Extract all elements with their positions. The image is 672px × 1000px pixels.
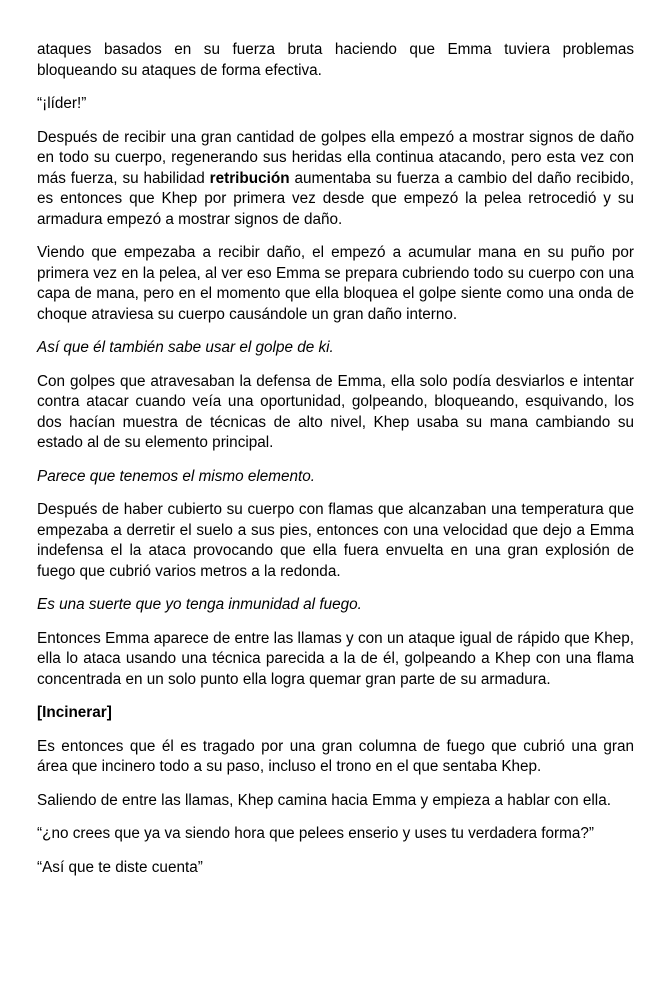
paragraph-1: ataques basados en su fuerza bruta haciendo que Emma tuviera problemas bloqueando su ataques de forma efectiva. [37, 41, 634, 79]
ability-retribucion: retribución [209, 169, 290, 187]
skill-incinerar: [Incinerar] [37, 704, 112, 721]
dialogue-lider: “¡líder!” [37, 95, 87, 112]
document-page [37, 40, 634, 891]
paragraph-3 [37, 128, 634, 231]
dialogue-verdadera-forma: “¿no crees que ya va siendo hora que pelees enserio y uses tu verdadera forma?” [37, 825, 594, 842]
paragraph-8: Después de haber cubierto su cuerpo con flamas que alcanzaban una temperatura que empezaba a derretir el suelo a sus pies, entonces con una velocidad que dejo a Emma indefensa el la ataca provocando que ella fuera envuelta en una gran explosión de fuego que cubrió varios metros a la redonda. [37, 501, 634, 580]
paragraph-13: Saliendo de entre las llamas, Khep camina hacia Emma y empieza a hablar con ella. [37, 791, 611, 809]
paragraph-6: Con golpes que atravesaban la defensa de Emma, ella solo podía desviarlos e intentar contra atacar cuando veía una oportunidad, golpeando, bloqueando, esquivando, los dos hacían muestra de técnicas de alto nivel, Khep usaba su mana cambiando su estado al de su elemento principal. [37, 372, 634, 451]
thought-inmunidad-fuego: Es una suerte que yo tenga inmunidad al fuego. [37, 596, 362, 613]
thought-golpe-de-ki: Así que él también sabe usar el golpe de ki. [37, 339, 334, 356]
paragraph-12: Es entonces que él es tragado por una gran columna de fuego que cubrió una gran área que incinero todo a su paso, incluso el trono en el que sentaba Khep. [37, 737, 634, 775]
dialogue-te-diste-cuenta: “Así que te diste cuenta” [37, 858, 203, 876]
thought-mismo-elemento: Parece que tenemos el mismo elemento. [37, 467, 316, 485]
paragraph-4: Viendo que empezaba a recibir daño, el empezó a acumular mana en su puño por primera vez en la pelea, al ver eso Emma se prepara cubriendo todo su cuerpo con una capa de mana, pero en el momento que ella bloquea el golpe siente como una onda de choque atraviesa su cuerpo causándole un gran daño interno. [37, 244, 634, 323]
paragraph-10: Entonces Emma aparece de entre las llamas y con un ataque igual de rápido que Khep, ella lo ataca usando una técnica parecida a la de él, golpeando a Khep con una flama concentrada en un solo punto ella logra quemar gran parte de su armadura. [37, 629, 634, 688]
paragraph-3-text-after: aumentaba su fuerza a cambio del daño recibido, es entonces que Khep por primera vez desde que empezó la pelea retrocedió y su armadura empezó a mostrar signos de daño. [37, 169, 635, 228]
paragraph-3-text-before: Después de recibir una gran cantidad de golpes ella empezó a mostrar signos de daño en todo su cuerpo, regenerando sus heridas ella continua atacando, pero esta vez con más fuerza, su habilidad [37, 128, 634, 187]
